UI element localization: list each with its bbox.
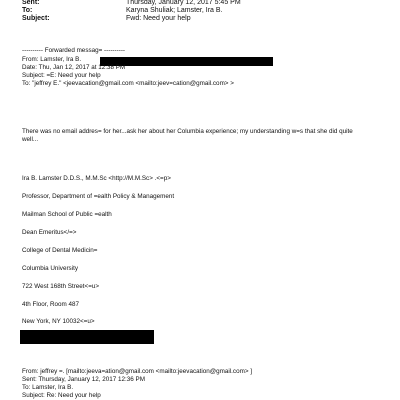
redaction-bar [20,330,154,344]
body-line: well... [22,136,39,143]
signature-line: 4th Floor, Room 487 [22,301,80,308]
subject-value: Fwd: Need your help [126,15,191,22]
forward-to: To: "jeffrey E." <jeevacation@gmail.com <mailto:jeev=cation@gmail.com> > [22,80,234,87]
sent-label: Sent: [22,0,40,6]
forward-date: Date: Thu, Jan 12, 2017 at 12:38 PM [22,64,126,71]
signature-line: New York, NY 10032<=u> [22,318,95,325]
quoted-subject: Subject: Re: Need your help [22,392,101,399]
quoted-sent: Sent: Thursday, January 12, 2017 12:36 PM [22,376,145,383]
subject-label: Subject: [22,15,50,22]
signature-line: 722 West 168th Street<=u> [22,283,100,290]
signature-line: Mailman School of Public =ealth [22,211,112,218]
forward-subject: Subject: =E: Need your help [22,72,101,79]
forward-divider: ---------- Forwarded messag= ---------- [22,47,126,54]
to-label: To: [22,7,33,14]
to-value: Karyna Shuliak; Lamster, Ira B. [126,7,223,14]
signature-line: College of Dental Medicin= [22,247,98,254]
sent-value: Thursday, January 12, 2017 5:45 PM [126,0,241,6]
quoted-from: From: jeffrey =. [mailto:jeeva=ation@gmail.com <mailto:jeevacation@gmail.com> ] [22,368,253,375]
signature-line: Columbia University [22,265,78,272]
signature-line: Ira B. Lamster D.D.S., M.M.Sc <http://M.M.Sc> .<=p> [22,175,171,182]
signature-line: Dean Emeritus</=> [22,229,77,236]
redaction-bar [100,57,273,66]
signature-line: Professor, Department of =ealth Policy & Management [22,193,175,200]
forward-from: From: Lamster, Ira B. [22,56,82,63]
body-line: There was no email addres= for her...ask her about her Columbia experience; my understanding w=s that she did quite [22,128,353,135]
quoted-to: To: Lamster, Ira B. [22,384,74,391]
